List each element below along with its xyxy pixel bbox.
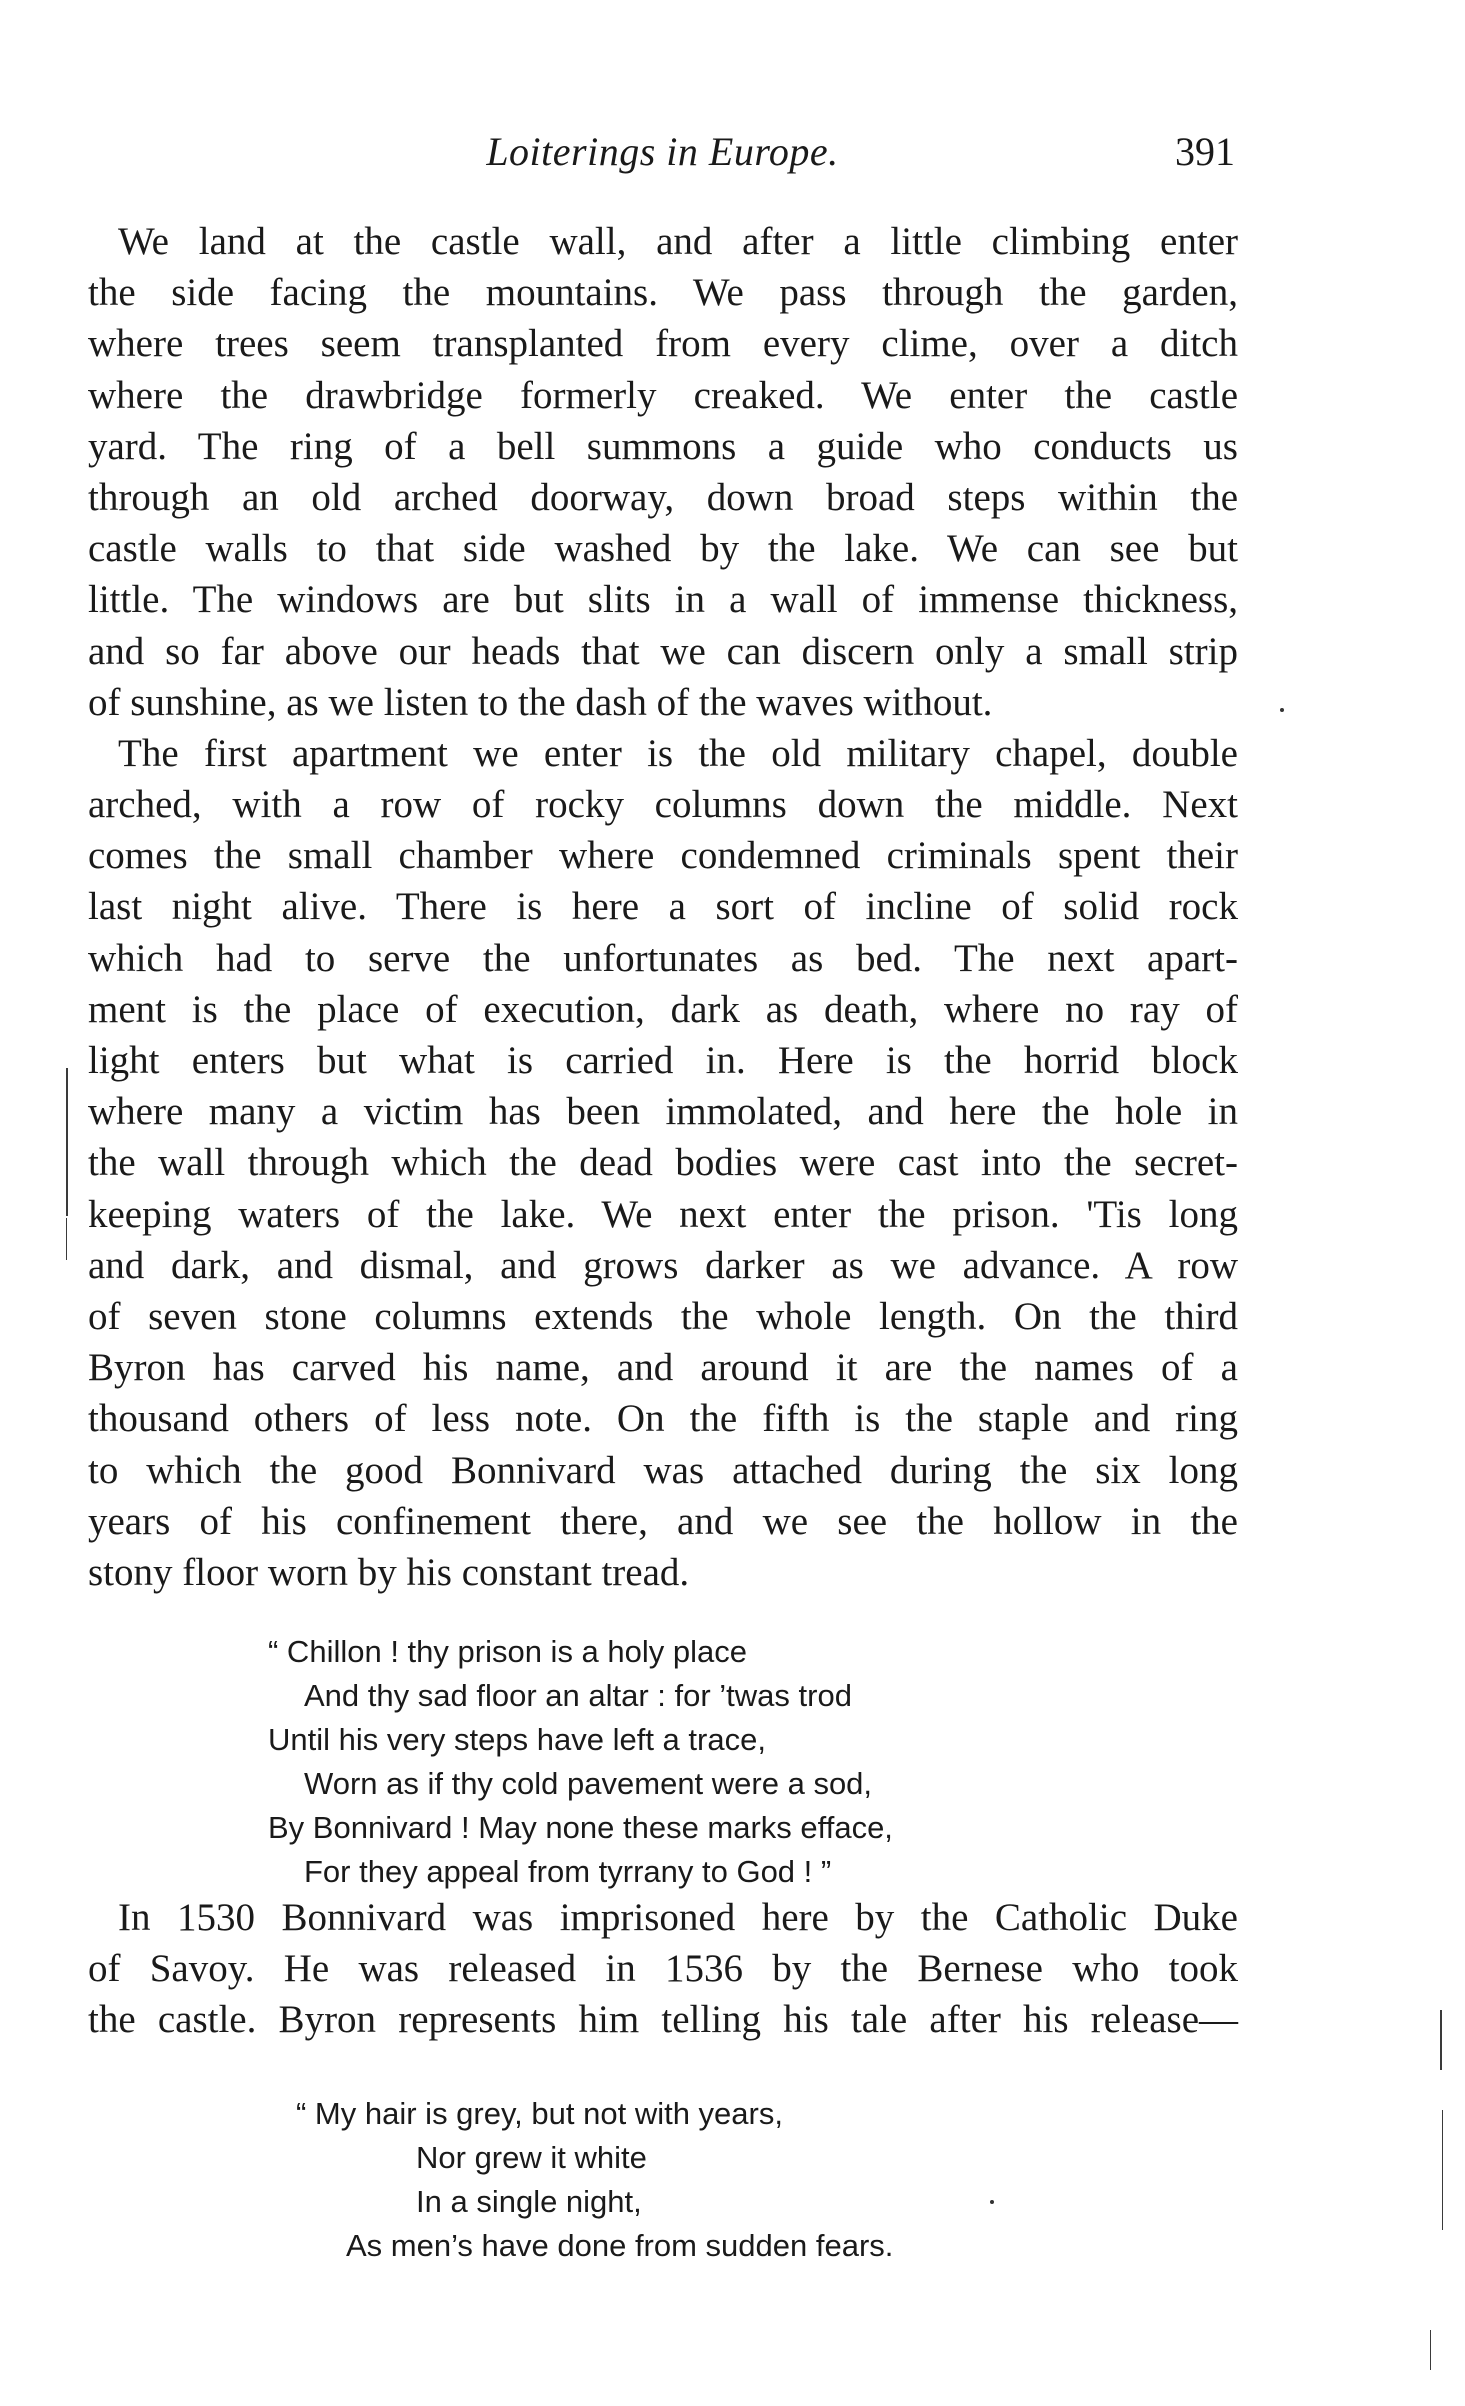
- paragraph-3: [88, 1892, 1238, 2046]
- margin-line-mark: [66, 1218, 67, 1260]
- text-line: of Savoy. He was released in 1536 by the Bernese who took: [88, 1947, 1238, 1991]
- text-line: and so far above our heads that we can discern only a small strip: [88, 629, 1238, 673]
- verse-line: Worn as if thy cold pavement were a sod,: [304, 1766, 873, 1801]
- text-line: to which the good Bonnivard was attached during the six long: [88, 1448, 1238, 1492]
- margin-line-mark: [66, 1068, 68, 1216]
- body-text-continued: [88, 1892, 1238, 2046]
- text-line: where the drawbridge formerly creaked. We enter the castle: [88, 373, 1238, 417]
- speck: [1280, 708, 1284, 712]
- text-line: comes the small chamber where condemned criminals spent their: [88, 834, 1238, 878]
- running-head: [90, 122, 1235, 182]
- margin-edge-mark: [1430, 2330, 1431, 2370]
- text-line: years of his confinement there, and we see the hollow in the: [88, 1499, 1238, 1543]
- text-line: yard. The ring of a bell summons a guide who conducts us: [88, 424, 1238, 468]
- text-line: which had to serve the unfortunates as bed. The next apart-: [88, 936, 1238, 980]
- verse-quotation-1: [268, 1630, 893, 1894]
- text-line: arched, with a row of rocky columns down the middle. Next: [88, 783, 1238, 827]
- text-line: where trees seem transplanted from every clime, over a ditch: [88, 322, 1238, 366]
- text-line: The first apartment we enter is the old military chapel, double: [118, 731, 1238, 775]
- text-line: keeping waters of the lake. We next enter the prison. 'Tis long: [88, 1192, 1238, 1236]
- verse-line: In a single night,: [416, 2184, 642, 2219]
- text-line: castle walls to that side washed by the lake. We can see but: [88, 527, 1238, 571]
- text-line: stony floor worn by his constant tread.: [88, 1550, 690, 1594]
- running-title: Loiterings in Europe.: [486, 129, 839, 174]
- verse-line: “ My hair is grey, but not with years,: [296, 2096, 783, 2131]
- body-text: [88, 216, 1238, 1598]
- text-line: the side facing the mountains. We pass through the garden,: [88, 271, 1238, 315]
- margin-edge-mark: [1442, 2110, 1443, 2230]
- paragraph-2: [88, 728, 1238, 1598]
- speck: [990, 2200, 994, 2204]
- verse-line: Until his very steps have left a trace,: [268, 1722, 766, 1757]
- text-line: of sunshine, as we listen to the dash of the waves without.: [88, 680, 993, 724]
- text-line: In 1530 Bonnivard was imprisoned here by the Catholic Duke: [118, 1896, 1238, 1939]
- text-line: light enters but what is carried in. Here is the horrid block: [88, 1039, 1238, 1082]
- verse-line: For they appeal from tyrrany to God ! ”: [304, 1854, 832, 1889]
- verse-line: As men’s have done from sudden fears.: [346, 2228, 894, 2263]
- verse-line: “ Chillon ! thy prison is a holy place: [268, 1634, 748, 1669]
- verse-line: By Bonnivard ! May none these marks efface,: [268, 1810, 893, 1845]
- text-line: and dark, and dismal, and grows darker as we advance. A row: [88, 1243, 1238, 1287]
- verse-line: And thy sad floor an altar : for ’twas trod: [304, 1678, 852, 1713]
- verse-line: Nor grew it white: [416, 2140, 647, 2175]
- page-number: 391: [1175, 129, 1235, 174]
- text-line: last night alive. There is here a sort of incline of solid rock: [88, 885, 1238, 929]
- text-line: Byron has carved his name, and around it are the names of a: [88, 1346, 1238, 1390]
- text-line: We land at the castle wall, and after a little climbing enter: [118, 220, 1238, 263]
- text-line: the wall through which the dead bodies were cast into the secret-: [88, 1141, 1238, 1185]
- text-line: of seven stone columns extends the whole length. On the third: [88, 1294, 1238, 1338]
- margin-edge-mark: [1440, 2010, 1442, 2070]
- text-line: the castle. Byron represents him telling his tale after his release—: [88, 1998, 1238, 2042]
- text-line: through an old arched doorway, down broad steps within the: [88, 475, 1238, 519]
- verse-quotation-2: [296, 2092, 893, 2268]
- text-line: ment is the place of execution, dark as death, where no ray of: [88, 987, 1238, 1031]
- text-line: thousand others of less note. On the fifth is the staple and ring: [88, 1397, 1238, 1441]
- paragraph-1: [88, 216, 1238, 728]
- text-line: where many a victim has been immolated, and here the hole in: [88, 1090, 1238, 1134]
- text-line: little. The windows are but slits in a wall of immense thickness,: [88, 578, 1238, 622]
